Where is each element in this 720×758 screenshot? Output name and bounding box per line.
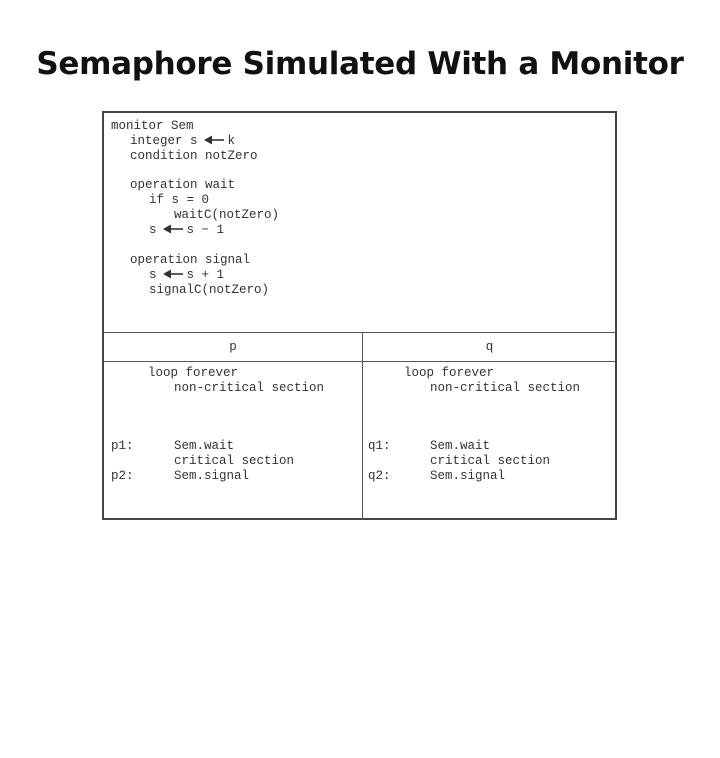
- p-sem-signal: Sem.signal: [174, 469, 250, 483]
- q-loop-forever: loop forever: [404, 366, 495, 380]
- monitor-header: monitor Sem: [111, 119, 194, 133]
- q2-label: q2:: [368, 469, 391, 483]
- q-critical-section: critical section: [430, 454, 551, 468]
- p2-label: p2:: [111, 469, 134, 483]
- process-p-header: p: [229, 340, 237, 354]
- wait-operation-header: operation wait: [130, 178, 236, 192]
- signal-operation-header: operation signal: [130, 253, 251, 267]
- p1-label: p1:: [111, 439, 134, 453]
- p-sem-wait: Sem.wait: [174, 439, 235, 453]
- signal-assignment: [149, 268, 224, 283]
- q-sem-wait: Sem.wait: [430, 439, 491, 453]
- signal-call: signalC(notZero): [149, 283, 270, 297]
- q1-label: q1:: [368, 439, 391, 453]
- column-divider: [362, 332, 363, 520]
- wait-if-statement: if s = 0: [149, 193, 210, 207]
- integer-declaration-text: integer s: [130, 134, 198, 148]
- signal-assignment-lhs: s: [149, 268, 157, 282]
- signal-assignment-rhs: s + 1: [186, 268, 225, 282]
- integer-initial-value: k: [227, 134, 236, 148]
- p-critical-section: critical section: [174, 454, 295, 468]
- q-sem-signal: Sem.signal: [430, 469, 506, 483]
- p-non-critical-section: non-critical section: [174, 381, 325, 395]
- condition-declaration: condition notZero: [130, 149, 258, 163]
- p-loop-forever: loop forever: [148, 366, 239, 380]
- algorithm-box: [102, 111, 617, 520]
- integer-declaration: [130, 134, 235, 149]
- q-non-critical-section: non-critical section: [430, 381, 581, 395]
- wait-assignment: [149, 223, 224, 238]
- slide-title: Semaphore Simulated With a Monitor: [36, 46, 684, 82]
- header-divider: [104, 361, 615, 362]
- wait-call: waitC(notZero): [174, 208, 280, 222]
- wait-assignment-rhs: s − 1: [186, 223, 225, 237]
- wait-assignment-lhs: s: [149, 223, 157, 237]
- section-divider: [104, 332, 615, 333]
- process-q-header: q: [485, 340, 494, 354]
